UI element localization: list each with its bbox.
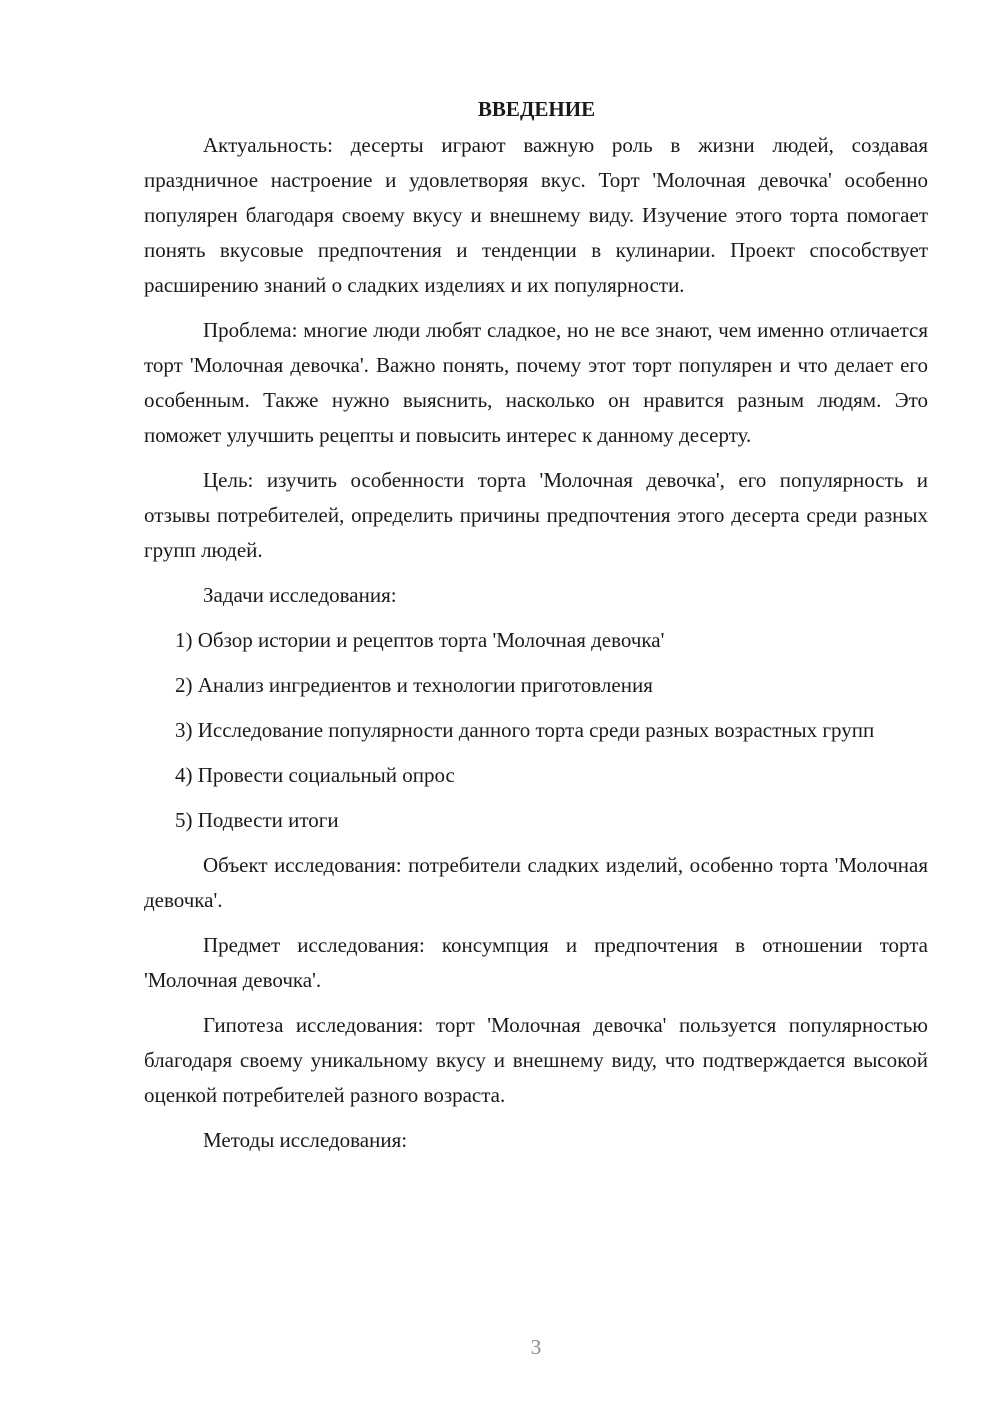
goal-paragraph: Цель: изучить особенности торта 'Молочная девочка', его популярность и отзывы потребителей, определить причины предпочтения этого десерта среди разных групп людей. [144, 468, 928, 562]
task-item-2: 2) Анализ ингредиентов и технологии приготовления [175, 673, 653, 697]
document-page [144, 92, 928, 1168]
problem-paragraph: Проблема: многие люди любят сладкое, но не все знают, чем именно отличается торт 'Молочная девочка'. Важно понять, почему этот торт популярен и что делает его особенным. Также нужно выяснить, насколько он нравится разным людям. Это поможет улучшить рецепты и повысить интерес к данному десерту. [144, 318, 928, 447]
methods-heading: Методы исследования: [203, 1128, 408, 1152]
page-number: 3 [530, 1335, 542, 1359]
subject-paragraph: Предмет исследования: консумпция и предпочтения в отношении торта 'Молочная девочка'. [144, 933, 928, 992]
object-paragraph: Объект исследования: потребители сладких изделий, особенно торта 'Молочная девочка'. [144, 853, 928, 912]
hypothesis-paragraph: Гипотеза исследования: торт 'Молочная девочка' пользуется популярностью благодаря своему уникальному вкусу и внешнему виду, что подтверждается высокой оценкой потребителей разного возраста. [144, 1013, 928, 1107]
task-item-4: 4) Провести социальный опрос [175, 763, 455, 787]
task-item-3: 3) Исследование популярности данного торта среди разных возрастных групп [175, 718, 875, 742]
relevance-paragraph: Актуальность: десерты играют важную роль в жизни людей, создавая праздничное настроение и удовлетворяя вкус. Торт 'Молочная девочка' особенно популярен благодаря своему вкусу и внешнему виду. Изучение этого торта помогает понять вкусовые предпочтения и тенденции в кулинарии. Проект способствует расширению знаний о сладких изделиях и их популярности. [144, 133, 928, 297]
tasks-heading: Задачи исследования: [203, 583, 397, 607]
task-item-1: 1) Обзор истории и рецептов торта 'Молочная девочка' [175, 628, 665, 652]
task-item-5: 5) Подвести итоги [175, 808, 339, 832]
section-title: ВВЕДЕНИЕ [477, 97, 596, 121]
